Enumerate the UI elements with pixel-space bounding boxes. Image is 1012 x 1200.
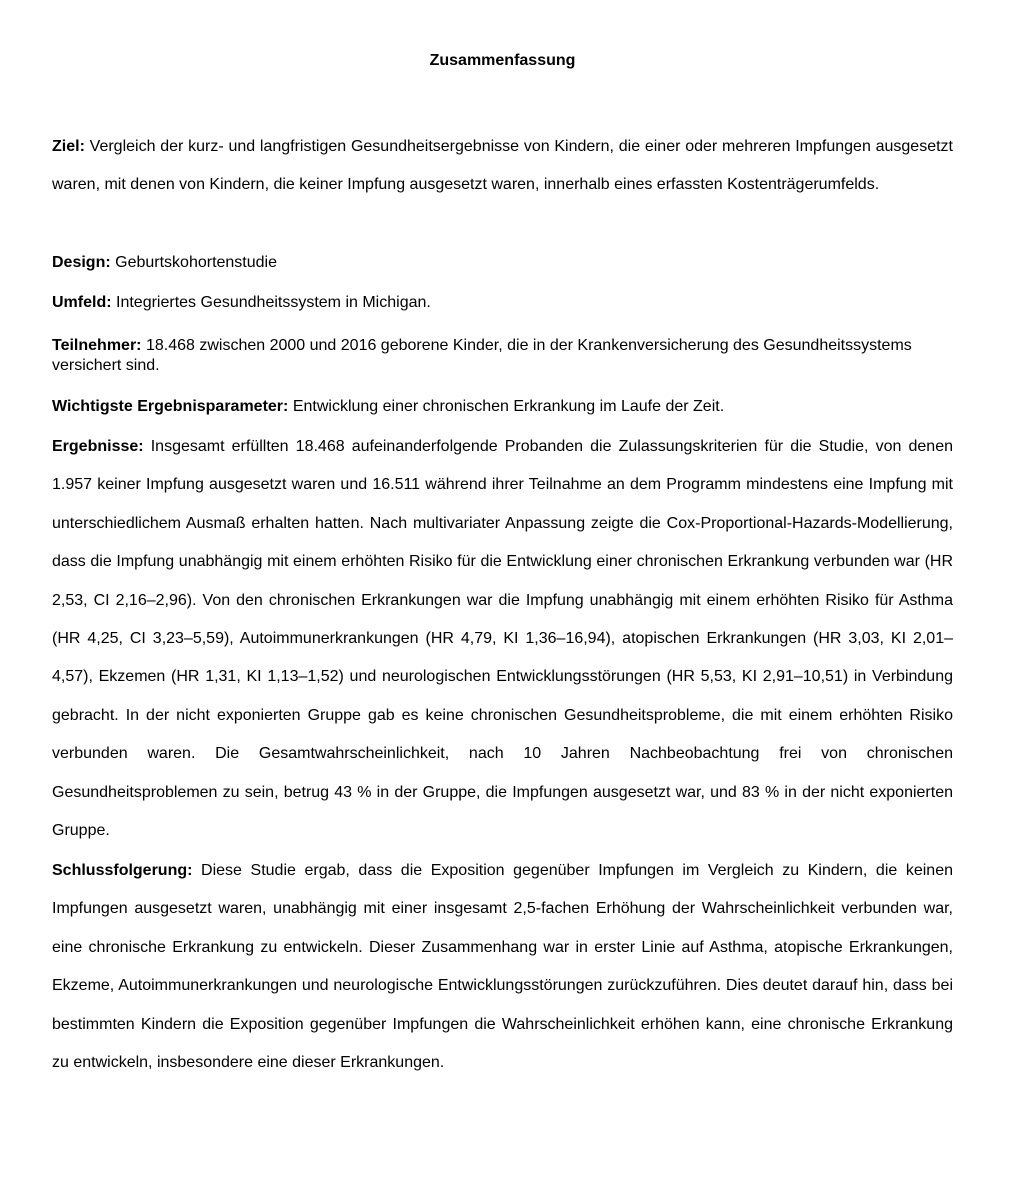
section-label: Wichtigste Ergebnisparameter:: [52, 398, 289, 415]
section-text: Integriertes Gesundheitssystem in Michigan.: [116, 294, 431, 311]
section-ergebnisse: [52, 428, 953, 850]
section-text: 18.468 zwischen 2000 und 2016 geborene Kinder, die in der Krankenversicherung des Gesundheitssystems versichert sind.: [52, 337, 912, 374]
section-label: Design:: [52, 254, 111, 271]
section-ziel: [52, 128, 953, 205]
section-text: Entwicklung einer chronischen Erkrankung im Laufe der Zeit.: [292, 398, 725, 415]
section-label: Schlussfolgerung:: [52, 862, 193, 879]
section-label: Umfeld:: [52, 294, 112, 311]
section-teilnehmer: [52, 336, 953, 376]
section-label: Ziel:: [52, 138, 85, 155]
page-title: Zusammenfassung: [429, 52, 576, 69]
section-text: Vergleich der kurz- und langfristigen Gesundheitsergebnisse von Kindern, die einer oder mehreren Impfungen ausgesetzt waren, mit denen von Kindern, die keiner Impfung ausgesetzt waren, innerhalb eines erfassten Kostenträgerumfelds.: [52, 138, 953, 194]
section-text: Geburtskohortenstudie: [115, 254, 277, 271]
section-schlussfolgerung: [52, 852, 953, 1082]
section-label: Teilnehmer:: [52, 337, 142, 354]
section-text: Insgesamt erfüllten 18.468 aufeinanderfolgende Probanden die Zulassungskriterien für die Studie, von denen 1.957 keiner Impfung ausgesetzt waren und 16.511 während ihrer Teilnahme an dem Programm mindestens eine Impfung mit unterschiedlichem Ausmaß erhalten hatten. Nach multivariater Anpassung zeigte die Cox-Proportional-Hazards-Modellierung, dass die Impfung unabhängig mit einem erhöhten Risiko für die Entwicklung einer chronischen Erkrankung verbunden war (HR 2,53, CI 2,16–2,96). Von den chronischen Erkrankungen war die Impfung unabhängig mit einem erhöhten Risiko für Asthma (HR 4,25, CI 3,23–5,59), Autoimmunerkrankungen (HR 4,79, KI 1,36–16,94), atopischen Erkrankungen (HR 3,03, KI 2,01–4,57), Ekzemen (HR 1,31, KI 1,13–1,52) und neurologischen Entwicklungsstörungen (HR 5,53, KI 2,91–10,51) in Verbindung gebracht. In der nicht exponierten Gruppe gab es keine chronischen Gesundheitsprobleme, die mit einem erhöhten Risiko verbunden waren. Die Gesamtwahrscheinlichkeit, nach 10 Jahren Nachbeobachtung frei von chronischen Gesundheitsproblemen zu sein, betrug 43 % in der Gruppe, die Impfungen ausgesetzt war, und 83 % in der nicht exponierten Gruppe.: [52, 438, 954, 840]
section-design: [52, 253, 953, 273]
section-ergebnisparameter: [52, 397, 953, 417]
section-text: Diese Studie ergab, dass die Exposition gegenüber Impfungen im Vergleich zu Kindern, die keinen Impfungen ausgesetzt waren, unabhängig mit einer insgesamt 2,5-fachen Erhöhung der Wahrscheinlichkeit verbunden war, eine chronische Erkrankung zu entwickeln. Dieser Zusammenhang war in erster Linie auf Asthma, atopische Erkrankungen, Ekzeme, Autoimmunerkrankungen und neurologische Entwicklungsstörungen zurückzuführen. Dies deutet darauf hin, dass bei bestimmten Kindern die Exposition gegenüber Impfungen die Wahrscheinlichkeit erhöhen kann, eine chronische Erkrankung zu entwickeln, insbesondere eine dieser Erkrankungen.: [52, 862, 954, 1072]
section-label: Ergebnisse:: [52, 438, 144, 455]
section-umfeld: [52, 293, 953, 313]
